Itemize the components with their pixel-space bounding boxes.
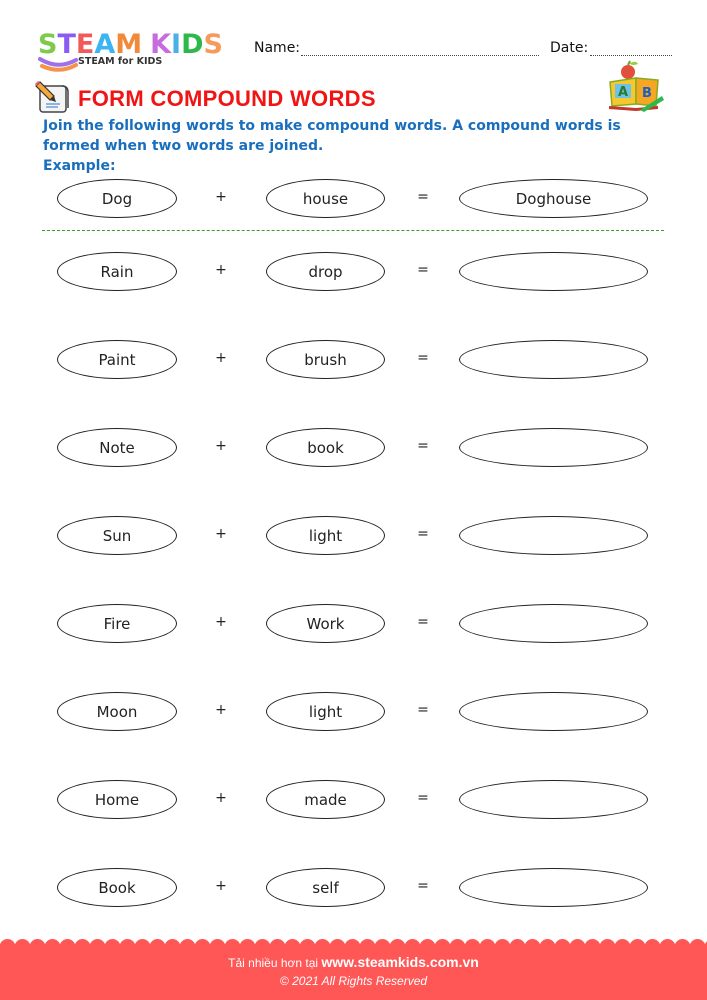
first-word-oval: Note — [57, 428, 177, 467]
equals-sign: = — [417, 350, 429, 366]
svg-text:A: A — [618, 85, 629, 100]
equals-sign: = — [417, 189, 429, 205]
name-field[interactable] — [301, 55, 539, 56]
footer-copyright: © 2021 All Rights Reserved — [279, 974, 428, 988]
answer-oval[interactable] — [459, 868, 648, 907]
equals-sign: = — [417, 878, 429, 894]
equals-sign: = — [417, 790, 429, 806]
first-word-oval: Moon — [57, 692, 177, 731]
equals-sign: = — [417, 614, 429, 630]
example-second-word: house — [266, 179, 385, 218]
second-word-oval: drop — [266, 252, 385, 291]
instructions-text: Join the following words to make compound words. A compound words is formed when two words are joined. — [43, 118, 621, 154]
first-word-oval: Rain — [57, 252, 177, 291]
footer-prefix: Tải nhiều hơn tại — [228, 956, 322, 970]
section-divider — [42, 230, 664, 231]
logo-wordmark: STEAM KIDS — [38, 29, 223, 60]
page-title: FORM COMPOUND WORDS — [78, 86, 376, 111]
second-word-oval: light — [266, 692, 385, 731]
answer-oval[interactable] — [459, 252, 648, 291]
plus-sign: + — [215, 526, 227, 542]
plus-sign: + — [215, 702, 227, 718]
example-first-word: Dog — [57, 179, 177, 218]
first-word-oval: Home — [57, 780, 177, 819]
second-word-oval: Work — [266, 604, 385, 643]
plus-sign: + — [215, 350, 227, 366]
second-word-oval: book — [266, 428, 385, 467]
answer-oval[interactable] — [459, 340, 648, 379]
example-result: Doghouse — [459, 179, 648, 218]
instructions — [43, 116, 643, 176]
footer-url-link[interactable]: www.steamkids.com.vn — [321, 954, 479, 970]
date-label: Date: — [550, 40, 589, 56]
plus-sign: + — [215, 790, 227, 806]
abc-book-icon — [606, 60, 664, 112]
equals-sign: = — [417, 526, 429, 542]
answer-oval[interactable] — [459, 516, 648, 555]
first-word-oval: Book — [57, 868, 177, 907]
answer-oval[interactable] — [459, 780, 648, 819]
first-word-oval: Sun — [57, 516, 177, 555]
answer-oval[interactable] — [459, 428, 648, 467]
answer-oval[interactable] — [459, 604, 648, 643]
first-word-oval: Fire — [57, 604, 177, 643]
equals-sign: = — [417, 438, 429, 454]
logo-smile-icon — [38, 56, 78, 74]
second-word-oval: made — [266, 780, 385, 819]
plus-sign: + — [215, 189, 227, 205]
plus-sign: + — [215, 614, 227, 630]
svg-text:B: B — [642, 86, 652, 101]
example-label: Example: — [43, 158, 116, 174]
plus-sign: + — [215, 262, 227, 278]
steam-kids-logo — [38, 30, 238, 74]
equals-sign: = — [417, 262, 429, 278]
logo-tagline: STEAM for KIDS — [78, 56, 163, 67]
plus-sign: + — [215, 438, 227, 454]
equals-sign: = — [417, 702, 429, 718]
footer-download-text — [0, 954, 707, 970]
pencil-paper-icon — [34, 80, 72, 114]
first-word-oval: Paint — [57, 340, 177, 379]
answer-oval[interactable] — [459, 692, 648, 731]
second-word-oval: self — [266, 868, 385, 907]
second-word-oval: light — [266, 516, 385, 555]
date-field[interactable] — [590, 55, 672, 56]
plus-sign: + — [215, 878, 227, 894]
second-word-oval: brush — [266, 340, 385, 379]
name-label: Name: — [254, 40, 301, 56]
